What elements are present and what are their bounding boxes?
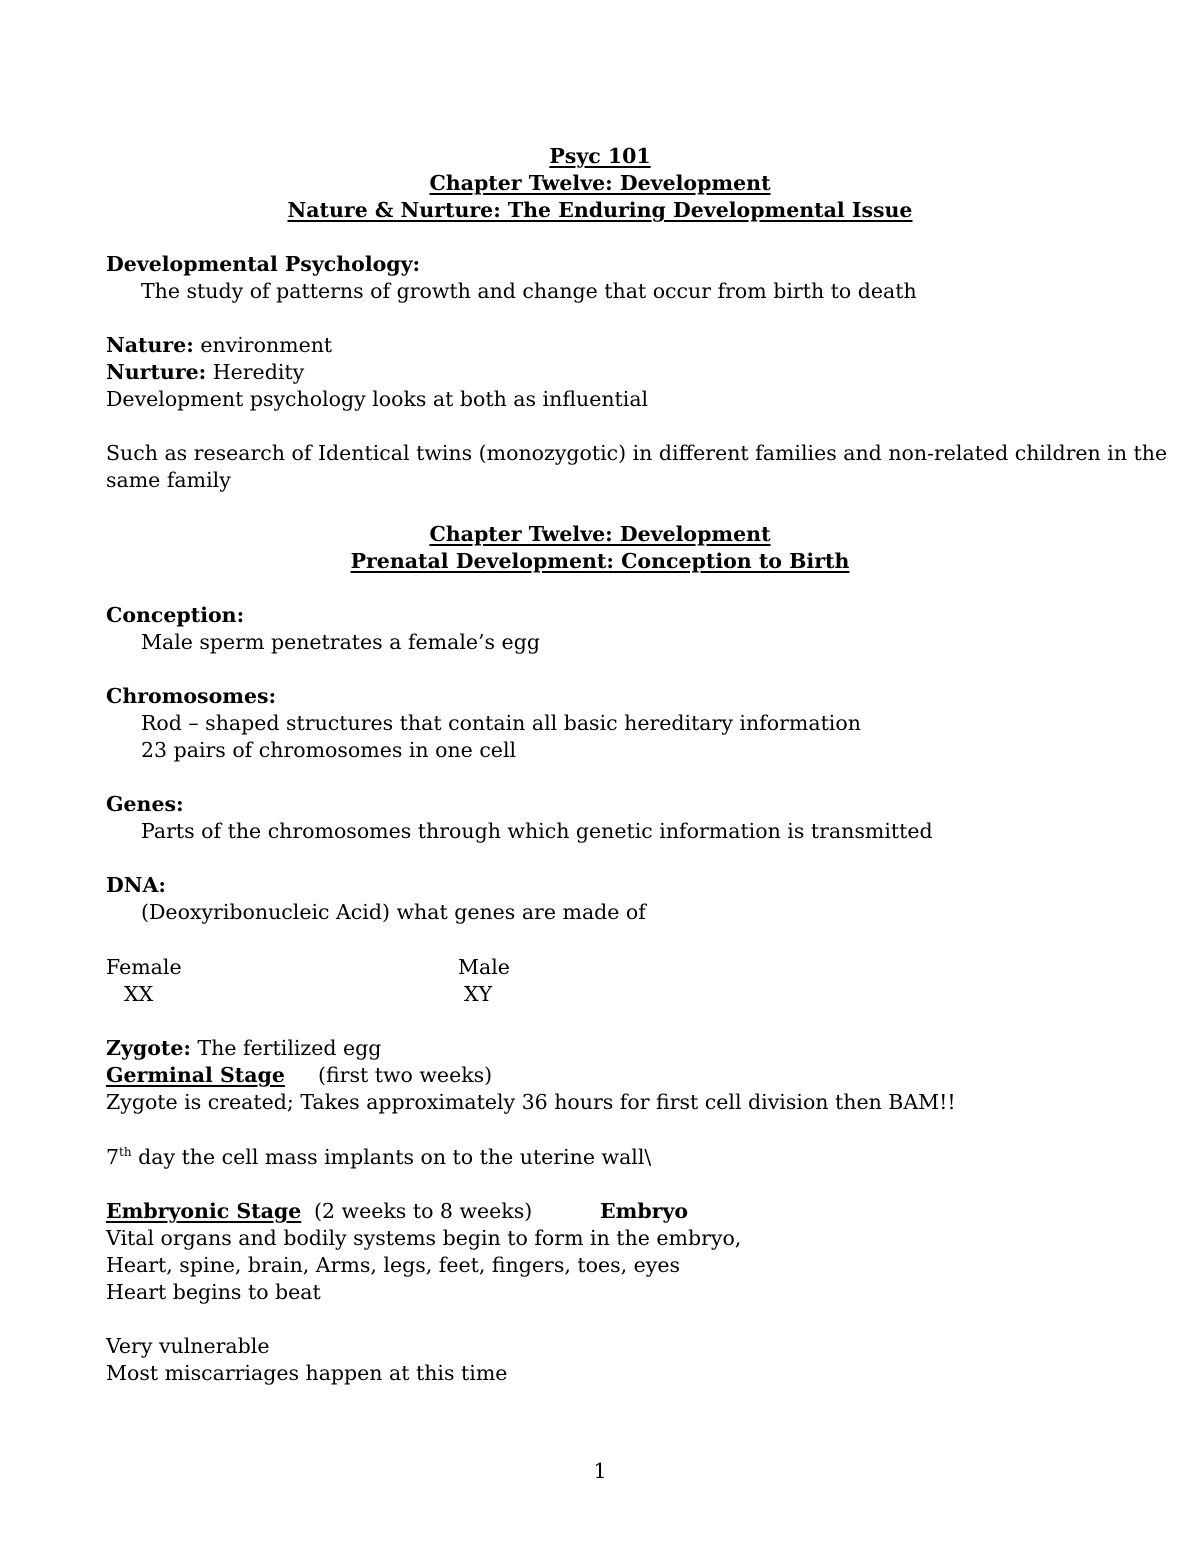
embryonic-stage-period: (2 weeks to 8 weeks) xyxy=(314,1199,533,1223)
research-line-2: same family xyxy=(106,468,231,492)
zygote-line xyxy=(106,1034,381,1062)
implantation-line xyxy=(106,1143,651,1171)
day-suffix: th xyxy=(119,1145,132,1160)
research-line-1: Such as research of Identical twins (monozygotic) in different families and non-related children in the xyxy=(106,441,1168,465)
term-nature: Nature: xyxy=(106,333,194,357)
definition-zygote: The fertilized egg xyxy=(190,1036,382,1060)
male-value: XY xyxy=(464,982,493,1006)
embryonic-line-4: Very vulnerable xyxy=(106,1334,270,1358)
embryonic-line-2: Heart, spine, brain, Arms, legs, feet, fingers, toes, eyes xyxy=(106,1253,680,1277)
definition-genes: Parts of the chromosomes through which genetic information is transmitted xyxy=(141,819,933,843)
page-number: 1 xyxy=(593,1459,607,1483)
term-conception: Conception: xyxy=(106,603,245,627)
nature-line xyxy=(106,331,332,359)
germinal-stage-title: Germinal Stage xyxy=(106,1063,285,1087)
course-title: Psyc 101 xyxy=(549,144,651,168)
term-zygote: Zygote: xyxy=(106,1036,191,1060)
female-value: XX xyxy=(124,982,154,1006)
section2-chapter: Chapter Twelve: Development xyxy=(429,522,771,546)
embryo-label: Embryo xyxy=(600,1199,689,1223)
embryonic-stage-title: Embryonic Stage xyxy=(106,1199,302,1223)
definition-dna: (Deoxyribonucleic Acid) what genes are made of xyxy=(141,900,646,924)
nature-nurture-note: Development psychology looks at both as influential xyxy=(106,387,649,411)
embryonic-line-1: Vital organs and bodily systems begin to form in the embryo, xyxy=(106,1226,742,1250)
germinal-stage-description: Zygote is created; Takes approximately 36 hours for first cell division then BAM!! xyxy=(106,1090,956,1114)
chapter-title: Chapter Twelve: Development xyxy=(429,171,771,195)
female-label: Female xyxy=(106,955,182,979)
section-title: Nature & Nurture: The Enduring Developmental Issue xyxy=(287,198,913,222)
embryonic-line-3: Heart begins to beat xyxy=(106,1280,321,1304)
definition-conception: Male sperm penetrates a female’s egg xyxy=(141,630,540,654)
chromosomes-line-2: 23 pairs of chromosomes in one cell xyxy=(141,738,517,762)
section2-title: Prenatal Development: Conception to Birth xyxy=(350,549,850,573)
embryonic-line-5: Most miscarriages happen at this time xyxy=(106,1361,508,1385)
term-nurture: Nurture: xyxy=(106,360,207,384)
definition-developmental-psychology: The study of patterns of growth and change that occur from birth to death xyxy=(141,279,917,303)
male-label: Male xyxy=(458,955,510,979)
germinal-stage-period: (first two weeks) xyxy=(318,1063,493,1087)
term-chromosomes: Chromosomes: xyxy=(106,684,277,708)
chromosomes-line-1: Rod – shaped structures that contain all basic hereditary information xyxy=(141,711,861,735)
nature-value: environment xyxy=(193,333,333,357)
nurture-value: Heredity xyxy=(206,360,305,384)
term-genes: Genes: xyxy=(106,792,184,816)
day-number: 7 xyxy=(106,1145,120,1169)
nurture-line xyxy=(106,358,304,386)
term-dna: DNA: xyxy=(106,873,166,897)
term-developmental-psychology: Developmental Psychology: xyxy=(106,252,421,276)
day-text: day the cell mass implants on to the uterine wall\ xyxy=(131,1145,652,1169)
